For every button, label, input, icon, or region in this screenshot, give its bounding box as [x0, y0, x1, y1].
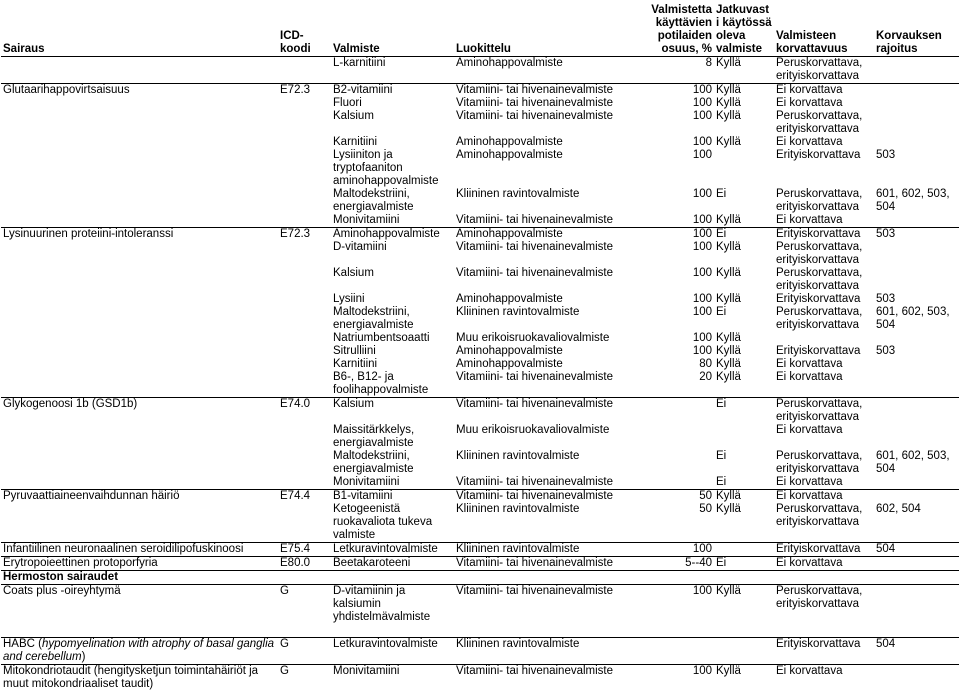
- cell-jatkuvasti: Ei: [714, 188, 774, 214]
- cell-luokittelu: Kliininen ravintovalmiste: [454, 306, 619, 332]
- cell-jatkuvasti: Kyllä: [714, 293, 774, 306]
- cell-sairaus: [1, 136, 278, 149]
- cell-korvattavuus: Ei korvattava: [774, 424, 874, 450]
- cell-luokittelu: Kliininen ravintovalmiste: [454, 503, 619, 543]
- cell-rajoitus: [874, 136, 959, 149]
- cell-jatkuvasti: [714, 638, 774, 665]
- table-row: [1, 149, 959, 188]
- cell-luokittelu: Vitamiini- tai hivenainevalmiste: [454, 97, 619, 110]
- table-row: [1, 267, 959, 293]
- cell-luokittelu: Kliininen ravintovalmiste: [454, 543, 619, 557]
- cell-rajoitus: 601, 602, 503, 504: [874, 188, 959, 214]
- cell-luokittelu: Vitamiini- tai hivenainevalmiste: [454, 110, 619, 136]
- cell-sairaus: Glutaarihappovirtsaisuus: [1, 84, 278, 98]
- table-row: [1, 136, 959, 149]
- cell-icd: [278, 503, 331, 543]
- cell-valmiste: Ketogeenistä ruokavaliota tukeva valmiste: [331, 503, 454, 543]
- cell-korvattavuus: Peruskorvattava, erityiskorvattava: [774, 585, 874, 625]
- cell-korvattavuus: Peruskorvattava, erityiskorvattava: [774, 267, 874, 293]
- cell-korvattavuus: Peruskorvattava, erityiskorvattava: [774, 306, 874, 332]
- cell-sairaus: [1, 267, 278, 293]
- cell-jatkuvasti: [714, 149, 774, 188]
- cell-korvattavuus: Ei korvattava: [774, 476, 874, 490]
- cell-osuus: 80: [619, 358, 714, 371]
- cell-icd: E74.4: [278, 490, 331, 504]
- cell-valmiste: Lysiiniton ja tryptofaaniton aminohappovalmiste: [331, 149, 454, 188]
- cell-luokittelu: Aminohappovalmiste: [454, 136, 619, 149]
- disease-name-part: HABC (: [3, 638, 42, 650]
- section-title: Hermoston sairaudet: [1, 571, 959, 585]
- cell-luokittelu: Muu erikoisruokavaliovalmiste: [454, 424, 619, 450]
- cell-sairaus: Glykogenoosi 1b (GSD1b): [1, 398, 278, 425]
- cell-rajoitus: 601, 602, 503, 504: [874, 450, 959, 476]
- cell-sairaus: [1, 188, 278, 214]
- cell-osuus: 100: [619, 665, 714, 691]
- cell-valmiste: B2-vitamiini: [331, 84, 454, 98]
- table-row: [1, 214, 959, 228]
- cell-luokittelu: Vitamiini- tai hivenainevalmiste: [454, 241, 619, 267]
- cell-rajoitus: [874, 267, 959, 293]
- cell-rajoitus: [874, 358, 959, 371]
- table-row: [1, 424, 959, 450]
- cell-osuus: 100: [619, 110, 714, 136]
- header-icd: ICD-koodi: [278, 0, 331, 57]
- cell-luokittelu: Vitamiini- tai hivenainevalmiste: [454, 84, 619, 98]
- cell-korvattavuus: Ei korvattava: [774, 665, 874, 691]
- header-rajoitus: Korvauksen rajoitus: [874, 0, 959, 57]
- cell-korvattavuus: Erityiskorvattava: [774, 293, 874, 306]
- cell-sairaus: [1, 149, 278, 188]
- cell-jatkuvasti: Kyllä: [714, 371, 774, 398]
- table-row: [1, 84, 959, 98]
- cell-sairaus: [1, 241, 278, 267]
- cell-valmiste: Aminohappovalmiste: [331, 228, 454, 242]
- cell-luokittelu: Vitamiini- tai hivenainevalmiste: [454, 214, 619, 228]
- table-row: [1, 665, 959, 691]
- cell-jatkuvasti: Kyllä: [714, 345, 774, 358]
- cell-icd: [278, 476, 331, 490]
- cell-sairaus: Mitokondriotaudit (hengitysketjun toimintahäiriöt ja muut mitokondriaaliset taudit): [1, 665, 278, 691]
- cell-korvattavuus: [774, 332, 874, 345]
- cell-osuus: [619, 476, 714, 490]
- cell-valmiste: Maissitärkkelys, energiavalmiste: [331, 424, 454, 450]
- cell-korvattavuus: Erityiskorvattava: [774, 543, 874, 557]
- cell-osuus: 100: [619, 136, 714, 149]
- cell-luokittelu: Aminohappovalmiste: [454, 228, 619, 242]
- cell-icd: [278, 136, 331, 149]
- cell-rajoitus: [874, 214, 959, 228]
- cell-luokittelu: Vitamiini- tai hivenainevalmiste: [454, 398, 619, 425]
- cell-luokittelu: Kliininen ravintovalmiste: [454, 450, 619, 476]
- cell-jatkuvasti: Kyllä: [714, 97, 774, 110]
- cell-sairaus: [1, 450, 278, 476]
- cell-rajoitus: [874, 490, 959, 504]
- cell-luokittelu: Vitamiini- tai hivenainevalmiste: [454, 267, 619, 293]
- cell-jatkuvasti: Kyllä: [714, 110, 774, 136]
- cell-osuus: 100: [619, 188, 714, 214]
- cell-sairaus: [1, 476, 278, 490]
- cell-luokittelu: Vitamiini- tai hivenainevalmiste: [454, 665, 619, 691]
- table-row: [1, 398, 959, 425]
- cell-osuus: 100: [619, 332, 714, 345]
- cell-icd: [278, 188, 331, 214]
- cell-luokittelu: Vitamiini- tai hivenainevalmiste: [454, 371, 619, 398]
- cell-korvattavuus: Peruskorvattava, erityiskorvattava: [774, 503, 874, 543]
- cell-luokittelu: Aminohappovalmiste: [454, 345, 619, 358]
- cell-rajoitus: 503: [874, 228, 959, 242]
- cell-osuus: 20: [619, 371, 714, 398]
- table-row: [1, 450, 959, 476]
- product-table: [1, 0, 959, 691]
- table-row: [1, 503, 959, 543]
- cell-jatkuvasti: Kyllä: [714, 267, 774, 293]
- cell-valmiste: Lysiini: [331, 293, 454, 306]
- cell-icd: [278, 241, 331, 267]
- cell-jatkuvasti: Kyllä: [714, 490, 774, 504]
- cell-icd: [278, 214, 331, 228]
- cell-korvattavuus: Erityiskorvattava: [774, 228, 874, 242]
- table-row: [1, 110, 959, 136]
- cell-rajoitus: [874, 424, 959, 450]
- cell-osuus: 100: [619, 84, 714, 98]
- cell-valmiste: Fluori: [331, 97, 454, 110]
- cell-icd: [278, 306, 331, 332]
- cell-korvattavuus: Ei korvattava: [774, 84, 874, 98]
- cell-valmiste: D-vitamiinin ja kalsiumin yhdistelmävalmiste: [331, 585, 454, 625]
- cell-icd: [278, 149, 331, 188]
- cell-icd: [278, 110, 331, 136]
- table-row: [1, 476, 959, 490]
- cell-korvattavuus: Erityiskorvattava: [774, 345, 874, 358]
- cell-luokittelu: Aminohappovalmiste: [454, 358, 619, 371]
- cell-icd: G: [278, 665, 331, 691]
- cell-korvattavuus: Ei korvattava: [774, 214, 874, 228]
- cell-korvattavuus: Ei korvattava: [774, 358, 874, 371]
- cell-luokittelu: Vitamiini- tai hivenainevalmiste: [454, 557, 619, 571]
- header-kayttavien: Valmistetta käyttävien potilaiden osuus, %: [619, 0, 714, 57]
- table-row: [1, 543, 959, 557]
- header-korvattavuus: Valmisteen korvattavuus: [774, 0, 874, 57]
- cell-luokittelu: Kliininen ravintovalmiste: [454, 638, 619, 665]
- cell-korvattavuus: Peruskorvattava, erityiskorvattava: [774, 398, 874, 425]
- cell-rajoitus: 503: [874, 149, 959, 188]
- cell-korvattavuus: Peruskorvattava, erityiskorvattava: [774, 450, 874, 476]
- cell-rajoitus: [874, 97, 959, 110]
- table-row: [1, 228, 959, 242]
- cell-osuus: [619, 638, 714, 665]
- cell-sairaus: [1, 358, 278, 371]
- cell-valmiste: Sitrulliini: [331, 345, 454, 358]
- cell-valmiste: D-vitamiini: [331, 241, 454, 267]
- cell-jatkuvasti: Kyllä: [714, 332, 774, 345]
- cell-osuus: 100: [619, 267, 714, 293]
- cell-korvattavuus: Ei korvattava: [774, 97, 874, 110]
- cell-rajoitus: [874, 332, 959, 345]
- cell-jatkuvasti: Ei: [714, 476, 774, 490]
- table-row: [1, 585, 959, 625]
- cell-icd: [278, 332, 331, 345]
- cell-valmiste: Letkuravintovalmiste: [331, 543, 454, 557]
- cell-osuus: 100: [619, 293, 714, 306]
- cell-luokittelu: Aminohappovalmiste: [454, 293, 619, 306]
- cell-valmiste: B1-vitamiini: [331, 490, 454, 504]
- cell-valmiste: Maltodekstriini, energiavalmiste: [331, 450, 454, 476]
- cell-osuus: 100: [619, 149, 714, 188]
- disease-name-italic: hypomyelination with atrophy of basal ganglia and cerebellum: [3, 638, 274, 663]
- cell-rajoitus: [874, 57, 959, 84]
- header-row: [1, 0, 959, 57]
- cell-icd: [278, 293, 331, 306]
- cell-jatkuvasti: [714, 543, 774, 557]
- cell-valmiste: Beetakaroteeni: [331, 557, 454, 571]
- cell-sairaus: [1, 503, 278, 543]
- cell-osuus: [619, 398, 714, 425]
- cell-rajoitus: [874, 665, 959, 691]
- cell-valmiste: Maltodekstriini, energiavalmiste: [331, 306, 454, 332]
- table-row: [1, 371, 959, 398]
- cell-icd: [278, 345, 331, 358]
- cell-korvattavuus: Ei korvattava: [774, 371, 874, 398]
- cell-korvattavuus: Ei korvattava: [774, 490, 874, 504]
- cell-sairaus: [1, 214, 278, 228]
- cell-korvattavuus: Erityiskorvattava: [774, 638, 874, 665]
- cell-rajoitus: [874, 557, 959, 571]
- disease-name-part: ): [82, 651, 86, 663]
- cell-osuus: 5--40: [619, 557, 714, 571]
- cell-icd: G: [278, 638, 331, 665]
- cell-rajoitus: 601, 602, 503, 504: [874, 306, 959, 332]
- cell-osuus: 50: [619, 503, 714, 543]
- cell-valmiste: Letkuravintovalmiste: [331, 638, 454, 665]
- cell-valmiste: Natriumbentsoaatti: [331, 332, 454, 345]
- cell-rajoitus: [874, 371, 959, 398]
- cell-valmiste: Kalsium: [331, 110, 454, 136]
- cell-sairaus: [1, 424, 278, 450]
- cell-korvattavuus: Peruskorvattava, erityiskorvattava: [774, 241, 874, 267]
- section-title-row: [1, 571, 959, 585]
- cell-osuus: [619, 424, 714, 450]
- cell-jatkuvasti: Kyllä: [714, 241, 774, 267]
- table-row: [1, 293, 959, 306]
- cell-jatkuvasti: Ei: [714, 450, 774, 476]
- cell-jatkuvasti: Kyllä: [714, 503, 774, 543]
- cell-korvattavuus: Erityiskorvattava: [774, 149, 874, 188]
- cell-rajoitus: [874, 476, 959, 490]
- cell-osuus: 100: [619, 214, 714, 228]
- header-sairaus: Sairaus: [1, 0, 278, 57]
- cell-korvattavuus: Ei korvattava: [774, 557, 874, 571]
- cell-osuus: 8: [619, 57, 714, 84]
- cell-icd: [278, 450, 331, 476]
- cell-valmiste: Kalsium: [331, 267, 454, 293]
- cell-icd: [278, 97, 331, 110]
- spacer-row: [1, 624, 959, 638]
- table-row: [1, 241, 959, 267]
- cell-valmiste: L-karnitiini: [331, 57, 454, 84]
- cell-jatkuvasti: Kyllä: [714, 214, 774, 228]
- cell-sairaus: Erytropoieettinen protoporfyria: [1, 557, 278, 571]
- cell-osuus: 100: [619, 345, 714, 358]
- cell-valmiste: Maltodekstriini, energiavalmiste: [331, 188, 454, 214]
- cell-luokittelu: Vitamiini- tai hivenainevalmiste: [454, 476, 619, 490]
- cell-luokittelu: Kliininen ravintovalmiste: [454, 188, 619, 214]
- cell-sairaus: [1, 110, 278, 136]
- cell-luokittelu: Aminohappovalmiste: [454, 57, 619, 84]
- cell-rajoitus: 504: [874, 638, 959, 665]
- cell-icd: E80.0: [278, 557, 331, 571]
- cell-osuus: 100: [619, 585, 714, 625]
- table-row: [1, 638, 959, 665]
- table-body: [1, 57, 959, 691]
- cell-sairaus: [1, 306, 278, 332]
- cell-rajoitus: 503: [874, 345, 959, 358]
- header-jatkuvasti: Jatkuvasti käytössä oleva valmiste: [714, 0, 774, 57]
- table-row: [1, 57, 959, 84]
- cell-osuus: [619, 450, 714, 476]
- cell-jatkuvasti: [714, 424, 774, 450]
- cell-valmiste: Monivitamiini: [331, 665, 454, 691]
- cell-osuus: 100: [619, 97, 714, 110]
- cell-rajoitus: [874, 398, 959, 425]
- cell-rajoitus: [874, 84, 959, 98]
- cell-osuus: 100: [619, 306, 714, 332]
- cell-jatkuvasti: Kyllä: [714, 57, 774, 84]
- cell-jatkuvasti: Kyllä: [714, 136, 774, 149]
- cell-luokittelu: Aminohappovalmiste: [454, 149, 619, 188]
- cell-jatkuvasti: Ei: [714, 557, 774, 571]
- cell-osuus: 100: [619, 228, 714, 242]
- cell-sairaus: [1, 332, 278, 345]
- cell-sairaus: Pyruvaattiaineenvaihdunnan häiriö: [1, 490, 278, 504]
- table-row: [1, 557, 959, 571]
- cell-jatkuvasti: Kyllä: [714, 84, 774, 98]
- cell-rajoitus: 503: [874, 293, 959, 306]
- cell-icd: [278, 267, 331, 293]
- cell-valmiste: B6-, B12- ja foolihappovalmiste: [331, 371, 454, 398]
- cell-jatkuvasti: Ei: [714, 398, 774, 425]
- table-row: [1, 332, 959, 345]
- cell-osuus: 100: [619, 543, 714, 557]
- cell-icd: [278, 57, 331, 84]
- cell-rajoitus: [874, 241, 959, 267]
- cell-sairaus: [1, 293, 278, 306]
- spacer-cell: [1, 624, 959, 638]
- cell-sairaus: [1, 97, 278, 110]
- cell-sairaus: [1, 371, 278, 398]
- cell-rajoitus: [874, 110, 959, 136]
- cell-valmiste: Monivitamiini: [331, 214, 454, 228]
- cell-sairaus: Lysinuurinen proteiini-intoleranssi: [1, 228, 278, 242]
- cell-luokittelu: Vitamiini- tai hivenainevalmiste: [454, 585, 619, 625]
- header-valmiste: Valmiste: [331, 0, 454, 57]
- table-row: [1, 306, 959, 332]
- cell-sairaus: [1, 57, 278, 84]
- cell-icd: E74.0: [278, 398, 331, 425]
- cell-sairaus: Coats plus -oireyhtymä: [1, 585, 278, 625]
- cell-korvattavuus: Peruskorvattava, erityiskorvattava: [774, 110, 874, 136]
- cell-jatkuvasti: Kyllä: [714, 665, 774, 691]
- cell-icd: [278, 358, 331, 371]
- cell-icd: G: [278, 585, 331, 625]
- cell-luokittelu: Vitamiini- tai hivenainevalmiste: [454, 490, 619, 504]
- cell-sairaus: [1, 345, 278, 358]
- cell-icd: E72.3: [278, 228, 331, 242]
- cell-jatkuvasti: Ei: [714, 228, 774, 242]
- cell-korvattavuus: Peruskorvattava, erityiskorvattava: [774, 57, 874, 84]
- cell-sairaus: Infantiilinen neuronaalinen seroidilipofuskinoosi: [1, 543, 278, 557]
- table-row: [1, 358, 959, 371]
- cell-icd: [278, 424, 331, 450]
- cell-osuus: 100: [619, 241, 714, 267]
- cell-icd: [278, 371, 331, 398]
- cell-jatkuvasti: Ei: [714, 306, 774, 332]
- cell-valmiste: Karnitiini: [331, 358, 454, 371]
- cell-valmiste: Kalsium: [331, 398, 454, 425]
- cell-icd: E72.3: [278, 84, 331, 98]
- cell-icd: E75.4: [278, 543, 331, 557]
- cell-rajoitus: 504: [874, 543, 959, 557]
- cell-valmiste: Monivitamiini: [331, 476, 454, 490]
- table-row: [1, 97, 959, 110]
- table-row: [1, 188, 959, 214]
- table-row: [1, 490, 959, 504]
- cell-korvattavuus: Peruskorvattava, erityiskorvattava: [774, 188, 874, 214]
- cell-korvattavuus: Ei korvattava: [774, 136, 874, 149]
- header-luokittelu: Luokittelu: [454, 0, 619, 57]
- cell-luokittelu: Muu erikoisruokavaliovalmiste: [454, 332, 619, 345]
- cell-sairaus: [1, 638, 278, 665]
- cell-osuus: 50: [619, 490, 714, 504]
- cell-rajoitus: [874, 585, 959, 625]
- table-row: [1, 345, 959, 358]
- cell-jatkuvasti: Kyllä: [714, 585, 774, 625]
- cell-valmiste: Karnitiini: [331, 136, 454, 149]
- cell-jatkuvasti: Kyllä: [714, 358, 774, 371]
- cell-rajoitus: 602, 504: [874, 503, 959, 543]
